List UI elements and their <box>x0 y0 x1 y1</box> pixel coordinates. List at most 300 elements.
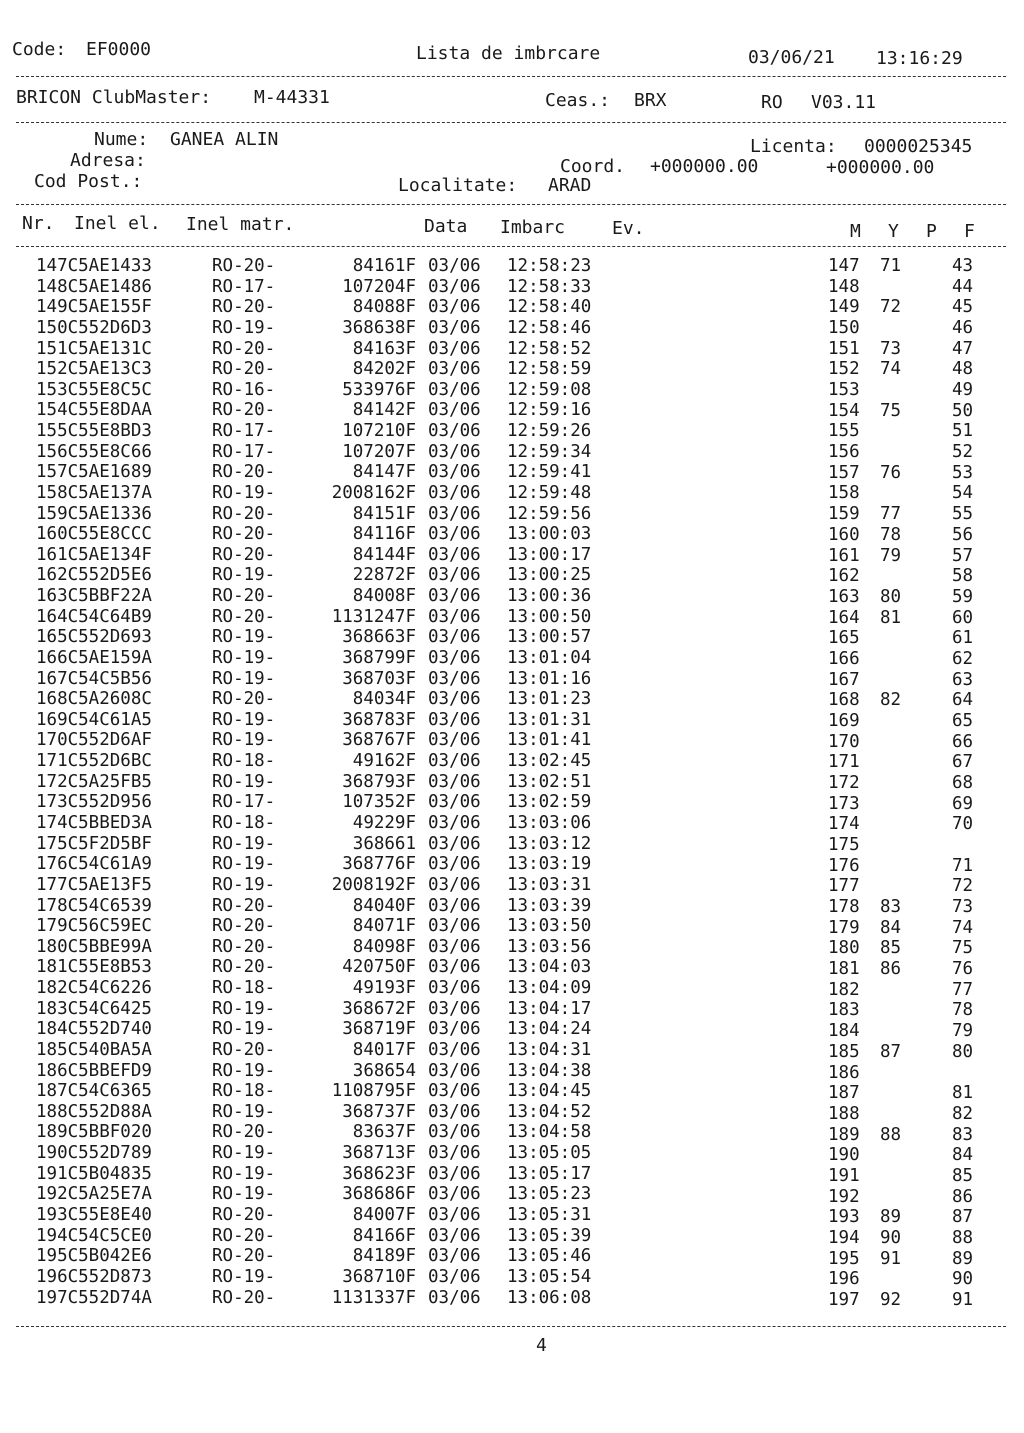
arrival-date: 03/06 <box>428 1060 481 1081</box>
ring-country-year: RO-19- <box>212 998 276 1019</box>
ring-country-year: RO-19- <box>212 565 276 586</box>
arrival-date: 03/06 <box>428 916 481 937</box>
table-row <box>0 504 1024 524</box>
ring-country-year: RO-16- <box>212 379 276 400</box>
place-y: 72 <box>880 297 902 318</box>
arrival-time: 12:58:59 <box>507 359 592 380</box>
ring-number: 49162F <box>352 751 416 772</box>
ring-number: 368703F <box>342 668 416 689</box>
arrival-time: 12:59:48 <box>507 482 592 503</box>
table-row <box>0 916 1024 936</box>
ring-electronic-id: 168C5A2608C <box>36 689 152 710</box>
ring-electronic-id: 184C552D740 <box>36 1019 152 1040</box>
place-y: 77 <box>880 504 902 525</box>
ring-electronic-id: 179C56C59EC <box>36 916 152 937</box>
coord-y: +000000.00 <box>826 157 935 178</box>
arrival-time: 13:03:19 <box>507 854 592 875</box>
col-header-m: M <box>850 221 861 242</box>
ring-electronic-id: 195C5B042E6 <box>36 1246 152 1267</box>
arrival-time: 12:59:26 <box>507 421 592 442</box>
ring-electronic-id: 166C5AE159A <box>36 647 152 668</box>
arrival-time: 13:04:52 <box>507 1101 592 1122</box>
place-y: 85 <box>880 938 902 959</box>
arrival-time: 12:59:41 <box>507 462 592 483</box>
ring-number: 84007F <box>352 1204 416 1225</box>
arrival-date: 03/06 <box>428 709 481 730</box>
ring-electronic-id: 176C54C61A9 <box>36 854 152 875</box>
arrival-date: 03/06 <box>428 751 481 772</box>
place-m: 194 <box>828 1227 860 1248</box>
ring-electronic-id: 159C5AE1336 <box>36 503 152 524</box>
arrival-date: 03/06 <box>428 1204 481 1225</box>
place-y: 91 <box>880 1248 902 1269</box>
arrival-time: 13:03:31 <box>507 874 592 895</box>
place-m: 149 <box>828 297 860 318</box>
table-row <box>0 875 1024 895</box>
ring-country-year: RO-20- <box>212 957 276 978</box>
place-m: 180 <box>828 938 860 959</box>
table-row <box>0 318 1024 338</box>
ring-electronic-id: 181C55E8B53 <box>36 957 152 978</box>
ring-country-year: RO-19- <box>212 854 276 875</box>
ring-number: 84189F <box>352 1246 416 1267</box>
ring-electronic-id: 183C54C6425 <box>36 998 152 1019</box>
ring-electronic-id: 164C54C64B9 <box>36 606 152 627</box>
arrival-date: 03/06 <box>428 1019 481 1040</box>
ring-country-year: RO-19- <box>212 482 276 503</box>
place-m: 185 <box>828 1041 860 1062</box>
place-m: 176 <box>828 855 860 876</box>
place-m: 150 <box>828 318 860 339</box>
document-title: Lista de imbrcare <box>416 43 601 64</box>
ring-country-year: RO-19- <box>212 874 276 895</box>
ring-number: 533976F <box>342 379 416 400</box>
ring-number: 368713F <box>342 1143 416 1164</box>
arrival-date: 03/06 <box>428 771 481 792</box>
place-m: 148 <box>828 276 860 297</box>
table-row <box>0 524 1024 544</box>
ring-country-year: RO-18- <box>212 978 276 999</box>
table-row <box>0 1266 1024 1290</box>
ring-number: 368661 <box>352 833 416 854</box>
ring-electronic-id: 188C552D88A <box>36 1101 152 1122</box>
table-row <box>0 957 1024 980</box>
ring-electronic-id: 172C5A25FB5 <box>36 771 152 792</box>
table-row <box>0 1102 1024 1122</box>
place-m: 193 <box>828 1207 860 1228</box>
ring-country-year: RO-19- <box>212 647 276 668</box>
arrival-date: 03/06 <box>428 1266 481 1287</box>
ring-country-year: RO-17- <box>212 441 276 462</box>
place-m: 190 <box>828 1145 860 1166</box>
arrival-date: 03/06 <box>428 276 481 297</box>
arrival-date: 03/06 <box>428 317 481 338</box>
table-row <box>0 1040 1024 1060</box>
arrival-time: 13:05:39 <box>507 1225 592 1246</box>
place-y: 78 <box>880 524 902 545</box>
table-row <box>0 1061 1024 1081</box>
arrival-time: 13:05:17 <box>507 1163 592 1184</box>
arrival-time: 13:05:23 <box>507 1184 592 1205</box>
place-m: 156 <box>828 442 860 463</box>
ring-number: 368767F <box>342 730 416 751</box>
place-y: 75 <box>880 400 902 421</box>
arrival-date: 03/06 <box>428 400 481 421</box>
ring-electronic-id: 148C5AE1486 <box>36 276 152 297</box>
place-m: 154 <box>828 400 860 421</box>
ring-electronic-id: 147C5AE1433 <box>36 256 152 276</box>
place-f: 50 <box>952 400 974 421</box>
ring-number: 84202F <box>352 359 416 380</box>
arrival-time: 13:00:25 <box>507 565 592 586</box>
ring-number: 368672F <box>342 998 416 1019</box>
ring-country-year: RO-20- <box>212 359 276 380</box>
ring-country-year: RO-18- <box>212 813 276 833</box>
arrival-time: 13:03:56 <box>507 936 592 957</box>
place-f: 72 <box>952 876 974 897</box>
arrival-date: 03/06 <box>428 1184 481 1205</box>
place-m: 153 <box>828 380 860 401</box>
ring-number: 49193F <box>352 978 416 999</box>
ring-electronic-id: 154C55E8DAA <box>36 400 152 421</box>
table-row <box>0 1081 1024 1104</box>
code-value: EF0000 <box>86 39 152 60</box>
ring-number: 84166F <box>352 1225 416 1246</box>
table-row <box>0 483 1024 503</box>
place-y: 73 <box>880 338 902 359</box>
ring-country-year: RO-20- <box>212 338 276 359</box>
ring-electronic-id: 158C5AE137A <box>36 482 152 503</box>
arrival-date: 03/06 <box>428 854 481 875</box>
arrival-time: 12:58:33 <box>507 276 592 297</box>
ring-number: 84142F <box>352 400 416 421</box>
arrival-time: 13:01:23 <box>507 689 592 710</box>
licenta-label: Licenta: <box>750 136 837 157</box>
place-f: 84 <box>952 1145 974 1166</box>
table-row <box>0 256 1024 276</box>
ring-number: 368737F <box>342 1101 416 1122</box>
ring-number: 84008F <box>352 586 416 607</box>
table-row <box>0 545 1024 565</box>
page-number: 4 <box>536 1335 547 1356</box>
country-code: RO <box>761 92 783 113</box>
table-row <box>0 462 1024 482</box>
ring-number: 1108795F <box>331 1081 416 1102</box>
coord-label: Coord. <box>560 156 626 177</box>
place-f: 47 <box>952 338 974 359</box>
ring-electronic-id: 149C5AE155F <box>36 297 152 318</box>
place-m: 184 <box>828 1021 860 1042</box>
place-m: 175 <box>828 835 860 856</box>
arrival-date: 03/06 <box>428 1246 481 1267</box>
arrival-time: 13:00:50 <box>507 606 592 627</box>
place-f: 55 <box>952 504 974 525</box>
place-m: 152 <box>828 359 860 380</box>
ring-electronic-id: 170C552D6AF <box>36 730 152 751</box>
ring-country-year: RO-17- <box>212 792 276 813</box>
arrival-time: 13:03:39 <box>507 895 592 916</box>
table-row <box>0 1246 1024 1269</box>
col-header-p: P <box>926 221 937 242</box>
place-f: 64 <box>952 690 974 711</box>
place-m: 178 <box>828 897 860 918</box>
arrival-time: 13:04:45 <box>507 1081 592 1102</box>
arrival-date: 03/06 <box>428 813 481 833</box>
ring-electronic-id: 155C55E8BD3 <box>36 421 152 442</box>
arrival-date: 03/06 <box>428 895 481 916</box>
place-m: 151 <box>828 338 860 359</box>
place-m: 157 <box>828 462 860 483</box>
place-y: 83 <box>880 897 902 918</box>
arrival-date: 03/06 <box>428 524 481 545</box>
ring-number: 84161F <box>352 256 416 276</box>
table-row <box>0 400 1024 420</box>
ring-number: 83637F <box>352 1122 416 1143</box>
ring-electronic-id: 152C5AE13C3 <box>36 359 152 380</box>
ring-number: 84116F <box>352 524 416 545</box>
arrival-time: 13:03:12 <box>507 833 592 854</box>
print-date: 03/06/21 <box>748 47 835 68</box>
arrival-date: 03/06 <box>428 689 481 710</box>
ring-number: 84034F <box>352 689 416 710</box>
ring-number: 84163F <box>352 338 416 359</box>
place-y: 79 <box>880 545 902 566</box>
divider <box>16 76 1006 77</box>
ring-electronic-id: 192C5A25E7A <box>36 1184 152 1205</box>
place-y: 81 <box>880 607 902 628</box>
place-m: 164 <box>828 607 860 628</box>
place-f: 85 <box>952 1165 974 1186</box>
arrival-time: 12:59:08 <box>507 379 592 400</box>
arrival-date: 03/06 <box>428 1081 481 1102</box>
place-m: 197 <box>828 1290 860 1310</box>
ring-country-year: RO-19- <box>212 709 276 730</box>
ring-country-year: RO-20- <box>212 689 276 710</box>
arrival-time: 13:05:31 <box>507 1204 592 1225</box>
place-f: 69 <box>952 793 974 814</box>
place-m: 170 <box>828 731 860 752</box>
ring-number: 84147F <box>352 462 416 483</box>
arrival-time: 12:59:34 <box>507 441 592 462</box>
place-m: 159 <box>828 504 860 525</box>
place-m: 173 <box>828 793 860 814</box>
place-f: 86 <box>952 1186 974 1207</box>
arrival-date: 03/06 <box>428 978 481 999</box>
place-f: 75 <box>952 938 974 959</box>
arrival-time: 13:05:05 <box>507 1143 592 1164</box>
ring-number: 368638F <box>342 317 416 338</box>
coord-x: +000000.00 <box>650 156 759 177</box>
place-f: 65 <box>952 710 974 731</box>
place-f: 56 <box>952 524 974 545</box>
arrival-time: 13:01:04 <box>507 647 592 668</box>
arrival-time: 13:01:31 <box>507 709 592 730</box>
ring-number: 368710F <box>342 1266 416 1287</box>
place-f: 57 <box>952 545 974 566</box>
place-y: 89 <box>880 1207 902 1228</box>
club-id: M-44331 <box>254 87 330 108</box>
place-m: 168 <box>828 690 860 711</box>
club-label: BRICON ClubMaster: <box>16 87 212 108</box>
arrival-time: 13:04:58 <box>507 1122 592 1143</box>
arrival-time: 12:59:16 <box>507 400 592 421</box>
place-y: 71 <box>880 256 902 276</box>
table-row <box>0 772 1024 792</box>
ring-number: 368793F <box>342 771 416 792</box>
place-m: 188 <box>828 1103 860 1124</box>
arrival-date: 03/06 <box>428 833 481 854</box>
place-m: 155 <box>828 421 860 442</box>
ring-country-year: RO-19- <box>212 1019 276 1040</box>
ring-electronic-id: 163C5BBF22A <box>36 586 152 607</box>
arrival-time: 13:04:38 <box>507 1060 592 1081</box>
ring-country-year: RO-20- <box>212 1039 276 1060</box>
ring-country-year: RO-20- <box>212 256 276 276</box>
ring-number: 84098F <box>352 936 416 957</box>
arrival-time: 13:03:06 <box>507 813 592 833</box>
table-row <box>0 669 1024 689</box>
place-m: 195 <box>828 1248 860 1269</box>
arrival-time: 13:01:41 <box>507 730 592 751</box>
ring-number: 84040F <box>352 895 416 916</box>
software-version: V03.11 <box>811 92 877 113</box>
arrival-time: 13:00:57 <box>507 627 592 648</box>
place-m: 174 <box>828 814 860 835</box>
ring-number: 84017F <box>352 1039 416 1060</box>
arrival-date: 03/06 <box>428 586 481 607</box>
table-row <box>0 1288 1024 1308</box>
table-row <box>0 565 1024 585</box>
place-f: 88 <box>952 1227 974 1248</box>
ring-electronic-id: 150C552D6D3 <box>36 317 152 338</box>
place-f: 45 <box>952 297 974 318</box>
arrival-time: 13:04:31 <box>507 1039 592 1060</box>
place-m: 182 <box>828 979 860 1000</box>
place-f: 58 <box>952 566 974 587</box>
table-row <box>0 380 1024 400</box>
table-row <box>0 627 1024 647</box>
place-f: 76 <box>952 959 974 980</box>
table-row <box>0 937 1024 957</box>
nume-value: GANEA ALIN <box>170 129 279 150</box>
ring-number: 84151F <box>352 503 416 524</box>
ring-country-year: RO-19- <box>212 833 276 854</box>
table-row <box>0 834 1024 854</box>
ring-country-year: RO-18- <box>212 1081 276 1102</box>
table-row <box>0 978 1024 998</box>
place-f: 74 <box>952 917 974 938</box>
arrival-date: 03/06 <box>428 565 481 586</box>
table-row <box>0 648 1024 668</box>
arrival-date: 03/06 <box>428 359 481 380</box>
place-f: 79 <box>952 1021 974 1042</box>
place-f: 87 <box>952 1207 974 1228</box>
place-m: 165 <box>828 628 860 649</box>
ring-country-year: RO-19- <box>212 730 276 751</box>
place-f: 59 <box>952 586 974 607</box>
ring-country-year: RO-20- <box>212 297 276 318</box>
arrival-date: 03/06 <box>428 957 481 978</box>
place-m: 161 <box>828 545 860 566</box>
arrival-date: 03/06 <box>428 792 481 813</box>
place-f: 54 <box>952 483 974 504</box>
ring-country-year: RO-20- <box>212 462 276 483</box>
place-m: 167 <box>828 669 860 690</box>
place-m: 186 <box>828 1062 860 1083</box>
arrival-time: 13:05:46 <box>507 1246 592 1267</box>
arrival-time: 13:00:36 <box>507 586 592 607</box>
arrival-time: 13:04:09 <box>507 978 592 999</box>
table-row <box>0 689 1024 709</box>
place-y: 74 <box>880 359 902 380</box>
arrival-date: 03/06 <box>428 462 481 483</box>
ring-electronic-id: 185C540BA5A <box>36 1039 152 1060</box>
arrival-date: 03/06 <box>428 482 481 503</box>
place-y: 86 <box>880 959 902 980</box>
arrival-date: 03/06 <box>428 936 481 957</box>
col-header-f: F <box>964 221 975 242</box>
arrival-time: 12:58:52 <box>507 338 592 359</box>
ring-electronic-id: 178C54C6539 <box>36 895 152 916</box>
ring-country-year: RO-19- <box>212 317 276 338</box>
place-y: 90 <box>880 1227 902 1248</box>
ring-country-year: RO-19- <box>212 1101 276 1122</box>
arrival-time: 13:06:08 <box>507 1287 592 1308</box>
place-f: 61 <box>952 628 974 649</box>
adresa-label: Adresa: <box>70 150 146 171</box>
localitate-label: Localitate: <box>398 175 518 196</box>
table-row <box>0 1204 1024 1228</box>
cod-post-label: Cod Post.: <box>34 171 143 192</box>
ring-number: 368799F <box>342 647 416 668</box>
place-y: 82 <box>880 690 902 711</box>
table-row <box>0 730 1024 750</box>
ring-electronic-id: 177C5AE13F5 <box>36 874 152 895</box>
place-m: 181 <box>828 959 860 980</box>
arrival-time: 13:04:24 <box>507 1019 592 1040</box>
ring-electronic-id: 186C5BBEFD9 <box>36 1060 152 1081</box>
col-header-inel-el: Inel el. <box>74 213 161 234</box>
ring-electronic-id: 156C55E8C66 <box>36 441 152 462</box>
ring-electronic-id: 151C5AE131C <box>36 338 152 359</box>
arrival-time: 13:05:54 <box>507 1266 592 1287</box>
place-m: 172 <box>828 773 860 793</box>
ring-number: 368654 <box>352 1060 416 1081</box>
place-f: 82 <box>952 1103 974 1124</box>
arrival-date: 03/06 <box>428 1143 481 1164</box>
ring-country-year: RO-20- <box>212 400 276 421</box>
localitate-value: ARAD <box>548 175 592 196</box>
arrival-time: 12:58:40 <box>507 297 592 318</box>
place-f: 71 <box>952 855 974 876</box>
place-y: 92 <box>880 1290 902 1310</box>
table-row <box>0 359 1024 379</box>
arrival-time: 13:00:03 <box>507 524 592 545</box>
ring-number: 107204F <box>342 276 416 297</box>
place-m: 187 <box>828 1083 860 1104</box>
arrival-time: 12:58:23 <box>507 256 592 276</box>
ring-country-year: RO-17- <box>212 276 276 297</box>
ring-electronic-id: 191C5B04835 <box>36 1163 152 1184</box>
place-f: 81 <box>952 1083 974 1104</box>
arrival-date: 03/06 <box>428 338 481 359</box>
ring-country-year: RO-20- <box>212 916 276 937</box>
ring-number: 2008162F <box>331 482 416 503</box>
table-row <box>0 607 1024 627</box>
ring-electronic-id: 194C54C5CE0 <box>36 1225 152 1246</box>
divider <box>16 246 1006 247</box>
ring-number: 420750F <box>342 957 416 978</box>
